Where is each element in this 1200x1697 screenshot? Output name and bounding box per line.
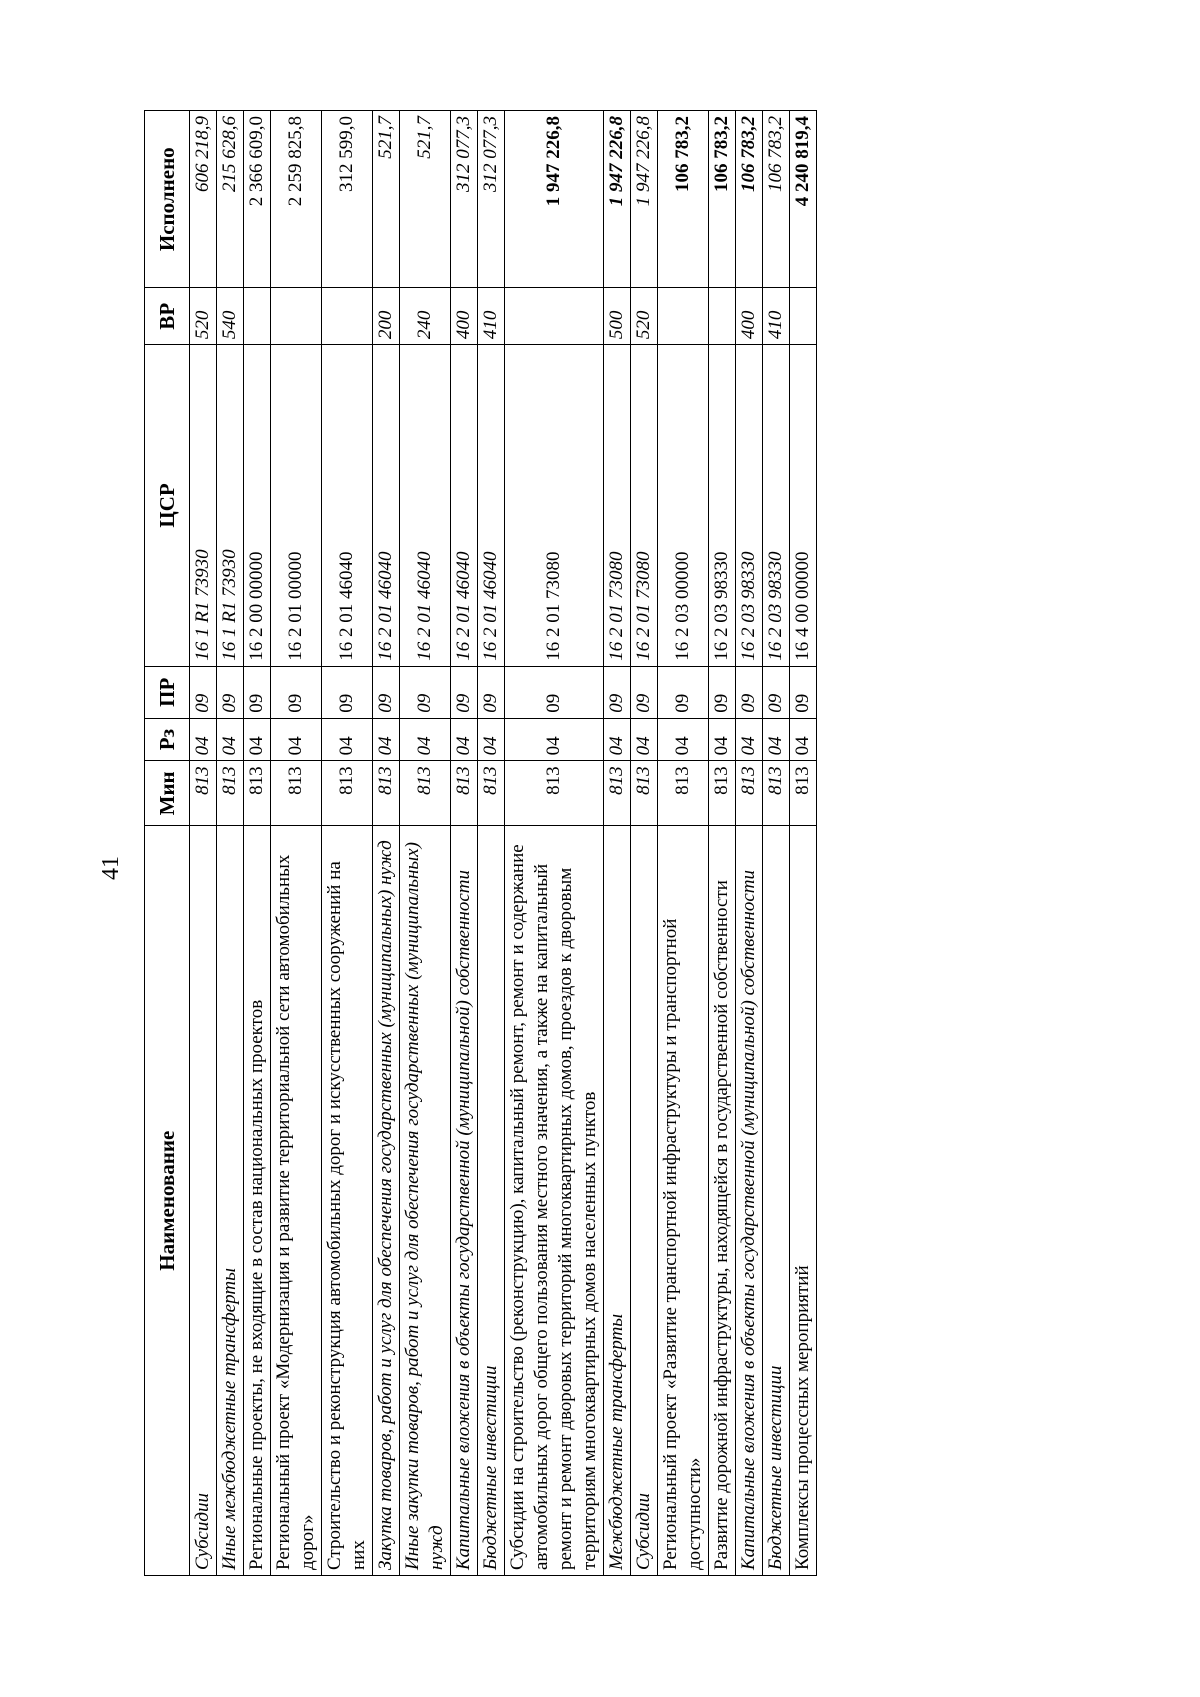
cell-min: 813 bbox=[373, 761, 400, 826]
cell-min: 813 bbox=[244, 761, 271, 826]
cell-pr: 09 bbox=[709, 666, 736, 718]
cell-name: Бюджетные инвестиции bbox=[763, 826, 790, 1576]
cell-name: Закупка товаров, работ и услуг для обеспечения государственных (муниципальных) нужд bbox=[373, 826, 400, 1576]
cell-rz: 04 bbox=[478, 718, 505, 761]
budget-table bbox=[144, 110, 817, 1576]
rotated-table-frame bbox=[144, 110, 1024, 1576]
cell-name: Комплексы процессных мероприятий bbox=[790, 826, 817, 1576]
cell-csr: 16 2 01 00000 bbox=[271, 345, 322, 667]
cell-rz: 04 bbox=[217, 718, 244, 761]
cell-rz: 04 bbox=[604, 718, 631, 761]
table-row bbox=[604, 111, 631, 1576]
cell-min: 813 bbox=[322, 761, 373, 826]
cell-rz: 04 bbox=[631, 718, 658, 761]
cell-min: 813 bbox=[478, 761, 505, 826]
cell-vr: 410 bbox=[763, 288, 790, 345]
cell-rz: 04 bbox=[790, 718, 817, 761]
cell-name: Региональный проект «Развитие транспортной инфраструктуры и транспортной доступности» bbox=[658, 826, 709, 1576]
cell-pr: 09 bbox=[271, 666, 322, 718]
cell-executed: 312 599,0 bbox=[322, 111, 373, 288]
cell-name: Капитальные вложения в объекты государственной (муниципальной) собственности bbox=[451, 826, 478, 1576]
cell-vr bbox=[244, 288, 271, 345]
cell-pr: 09 bbox=[190, 666, 217, 718]
cell-rz: 04 bbox=[400, 718, 451, 761]
cell-vr bbox=[271, 288, 322, 345]
header-csr: ЦСР bbox=[145, 345, 190, 667]
header-name: Наименование bbox=[145, 826, 190, 1576]
cell-csr: 16 2 01 73080 bbox=[604, 345, 631, 667]
cell-pr: 09 bbox=[217, 666, 244, 718]
cell-rz: 04 bbox=[271, 718, 322, 761]
cell-min: 813 bbox=[505, 761, 604, 826]
cell-vr: 500 bbox=[604, 288, 631, 345]
cell-pr: 09 bbox=[505, 666, 604, 718]
cell-vr: 540 bbox=[217, 288, 244, 345]
cell-rz: 04 bbox=[505, 718, 604, 761]
cell-min: 813 bbox=[763, 761, 790, 826]
header-executed: Исполнено bbox=[145, 111, 190, 288]
cell-name: Иные закупки товаров, работ и услуг для обеспечения государственных (муниципальных) нужд bbox=[400, 826, 451, 1576]
cell-vr: 410 bbox=[478, 288, 505, 345]
cell-pr: 09 bbox=[373, 666, 400, 718]
table-row bbox=[631, 111, 658, 1576]
cell-rz: 04 bbox=[736, 718, 763, 761]
cell-name: Субсидии на строительство (реконструкцию), капитальный ремонт, ремонт и содержание автомобильных дорог общего пользования местного значения, а также на капитальный ремонт и ремонт дворовых территорий многоквартирных домов, проездов к дворовым территориям многоквартирных домов населенных пунктов bbox=[505, 826, 604, 1576]
cell-pr: 09 bbox=[478, 666, 505, 718]
cell-executed: 521,7 bbox=[400, 111, 451, 288]
cell-executed: 1 947 226,8 bbox=[604, 111, 631, 288]
header-pr: ПР bbox=[145, 666, 190, 718]
header-vr: ВР bbox=[145, 288, 190, 345]
cell-csr: 16 2 03 98330 bbox=[709, 345, 736, 667]
table-row bbox=[400, 111, 451, 1576]
table-header-row bbox=[145, 111, 190, 1576]
cell-min: 813 bbox=[658, 761, 709, 826]
cell-rz: 04 bbox=[658, 718, 709, 761]
cell-executed: 2 366 609,0 bbox=[244, 111, 271, 288]
cell-csr: 16 2 00 00000 bbox=[244, 345, 271, 667]
cell-csr: 16 2 03 00000 bbox=[658, 345, 709, 667]
cell-min: 813 bbox=[451, 761, 478, 826]
table-row bbox=[658, 111, 709, 1576]
header-rz: Рз bbox=[145, 718, 190, 761]
cell-executed: 1 947 226,8 bbox=[505, 111, 604, 288]
table-row bbox=[373, 111, 400, 1576]
cell-min: 813 bbox=[271, 761, 322, 826]
cell-rz: 04 bbox=[451, 718, 478, 761]
cell-executed: 106 783,2 bbox=[736, 111, 763, 288]
table-row bbox=[244, 111, 271, 1576]
cell-executed: 2 259 825,8 bbox=[271, 111, 322, 288]
cell-pr: 09 bbox=[790, 666, 817, 718]
cell-executed: 106 783,2 bbox=[763, 111, 790, 288]
cell-min: 813 bbox=[217, 761, 244, 826]
cell-executed: 106 783,2 bbox=[658, 111, 709, 288]
cell-vr bbox=[505, 288, 604, 345]
cell-executed: 106 783,2 bbox=[709, 111, 736, 288]
cell-rz: 04 bbox=[322, 718, 373, 761]
cell-pr: 09 bbox=[658, 666, 709, 718]
table-row bbox=[790, 111, 817, 1576]
cell-min: 813 bbox=[709, 761, 736, 826]
cell-min: 813 bbox=[400, 761, 451, 826]
table-row bbox=[505, 111, 604, 1576]
cell-name: Региональные проекты, не входящие в состав национальных проектов bbox=[244, 826, 271, 1576]
header-min: Мин bbox=[145, 761, 190, 826]
cell-vr: 240 bbox=[400, 288, 451, 345]
cell-csr: 16 1 R1 73930 bbox=[217, 345, 244, 667]
cell-pr: 09 bbox=[322, 666, 373, 718]
cell-pr: 09 bbox=[400, 666, 451, 718]
cell-pr: 09 bbox=[631, 666, 658, 718]
cell-name: Субсидии bbox=[190, 826, 217, 1576]
cell-pr: 09 bbox=[451, 666, 478, 718]
cell-csr: 16 2 01 46040 bbox=[373, 345, 400, 667]
cell-pr: 09 bbox=[763, 666, 790, 718]
cell-name: Иные межбюджетные трансферты bbox=[217, 826, 244, 1576]
table-row bbox=[322, 111, 373, 1576]
cell-min: 813 bbox=[736, 761, 763, 826]
cell-vr: 200 bbox=[373, 288, 400, 345]
cell-csr: 16 2 03 98330 bbox=[736, 345, 763, 667]
cell-vr bbox=[658, 288, 709, 345]
cell-csr: 16 4 00 00000 bbox=[790, 345, 817, 667]
cell-csr: 16 2 01 46040 bbox=[400, 345, 451, 667]
cell-csr: 16 2 03 98330 bbox=[763, 345, 790, 667]
cell-executed: 606 218,9 bbox=[190, 111, 217, 288]
cell-executed: 215 628,6 bbox=[217, 111, 244, 288]
table-row bbox=[271, 111, 322, 1576]
cell-executed: 521,7 bbox=[373, 111, 400, 288]
cell-pr: 09 bbox=[244, 666, 271, 718]
cell-name: Субсидии bbox=[631, 826, 658, 1576]
cell-vr: 400 bbox=[451, 288, 478, 345]
cell-pr: 09 bbox=[604, 666, 631, 718]
cell-csr: 16 2 01 46040 bbox=[451, 345, 478, 667]
cell-vr: 520 bbox=[631, 288, 658, 345]
table-row bbox=[190, 111, 217, 1576]
cell-vr: 400 bbox=[736, 288, 763, 345]
table-row bbox=[451, 111, 478, 1576]
cell-pr: 09 bbox=[736, 666, 763, 718]
cell-min: 813 bbox=[631, 761, 658, 826]
table-row bbox=[709, 111, 736, 1576]
cell-executed: 1 947 226,8 bbox=[631, 111, 658, 288]
cell-rz: 04 bbox=[709, 718, 736, 761]
cell-min: 813 bbox=[604, 761, 631, 826]
cell-csr: 16 2 01 46040 bbox=[478, 345, 505, 667]
cell-csr: 16 2 01 46040 bbox=[322, 345, 373, 667]
cell-csr: 16 2 01 73080 bbox=[631, 345, 658, 667]
cell-executed: 312 077,3 bbox=[451, 111, 478, 288]
cell-min: 813 bbox=[190, 761, 217, 826]
page-number: 41 bbox=[98, 856, 124, 880]
cell-rz: 04 bbox=[190, 718, 217, 761]
cell-vr bbox=[709, 288, 736, 345]
cell-name: Капитальные вложения в объекты государственной (муниципальной) собственности bbox=[736, 826, 763, 1576]
cell-csr: 16 1 R1 73930 bbox=[190, 345, 217, 667]
cell-name: Региональный проект «Модернизация и развитие территориальной сети автомобильных дорог» bbox=[271, 826, 322, 1576]
cell-name: Межбюджетные трансферты bbox=[604, 826, 631, 1576]
cell-name: Развитие дорожной инфраструктуры, находящейся в государственной собственности bbox=[709, 826, 736, 1576]
table-row bbox=[217, 111, 244, 1576]
cell-rz: 04 bbox=[244, 718, 271, 761]
cell-name: Строительство и реконструкция автомобильных дорог и искусственных сооружений на них bbox=[322, 826, 373, 1576]
cell-vr bbox=[322, 288, 373, 345]
cell-executed: 4 240 819,4 bbox=[790, 111, 817, 288]
cell-executed: 312 077,3 bbox=[478, 111, 505, 288]
table-row bbox=[736, 111, 763, 1576]
cell-min: 813 bbox=[790, 761, 817, 826]
cell-rz: 04 bbox=[763, 718, 790, 761]
table-row bbox=[478, 111, 505, 1576]
cell-name: Бюджетные инвестиции bbox=[478, 826, 505, 1576]
table-row bbox=[763, 111, 790, 1576]
cell-vr: 520 bbox=[190, 288, 217, 345]
cell-vr bbox=[790, 288, 817, 345]
cell-rz: 04 bbox=[373, 718, 400, 761]
cell-csr: 16 2 01 73080 bbox=[505, 345, 604, 667]
